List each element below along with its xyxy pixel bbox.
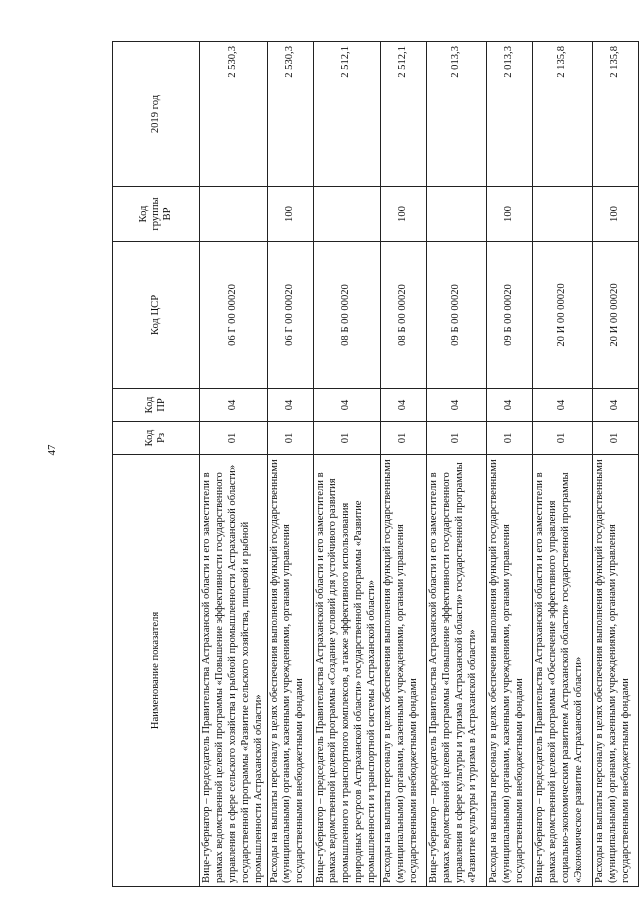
row-pr: 04 xyxy=(200,389,268,422)
row-vr xyxy=(427,187,487,242)
table-row xyxy=(200,42,268,887)
row-name: Вице-губернатор – председатель Правительства Астраханской области и его заместители в рамках ведомственной целевой программы «Повышение эффективности государственного управления в сфере сельского хозяйства и рыбной промышленности Астраханской области» государственной программы «Развитие сельского хозяйства, пищевой и рыбной промышленности Астраханской области» xyxy=(200,455,268,887)
row-value: 2 530,3 xyxy=(267,42,313,187)
row-pr: 04 xyxy=(267,389,313,422)
row-rz: 01 xyxy=(381,422,427,455)
table-row xyxy=(487,42,533,887)
row-name: Расходы на выплаты персоналу в целях обеспечения выполнения функций государственными (муниципальными) органами, казенными учреждениями, органами управления государственными внебюджетными фондами xyxy=(487,455,533,887)
table-row xyxy=(593,42,639,887)
row-rz: 01 xyxy=(487,422,533,455)
row-pr: 04 xyxy=(313,389,381,422)
table-row xyxy=(427,42,487,887)
header-vr: Код группы ВР xyxy=(113,187,200,242)
row-name: Расходы на выплаты персоналу в целях обеспечения выполнения функций государственными (муниципальными) органами, казенными учреждениями, органами управления государственными внебюджетными фондами xyxy=(593,455,639,887)
row-pr: 04 xyxy=(487,389,533,422)
row-vr: 100 xyxy=(381,187,427,242)
row-value: 2 512,1 xyxy=(313,42,381,187)
row-value: 2 530,3 xyxy=(200,42,268,187)
row-vr: 100 xyxy=(487,187,533,242)
table-row xyxy=(267,42,313,887)
row-csr: 06 Г 00 00020 xyxy=(267,242,313,389)
row-pr: 04 xyxy=(427,389,487,422)
row-csr: 20 И 00 00020 xyxy=(533,242,593,389)
page-number: 47 xyxy=(46,444,58,456)
row-value: 2 135,8 xyxy=(533,42,593,187)
row-value: 2 013,3 xyxy=(427,42,487,187)
row-rz: 01 xyxy=(533,422,593,455)
row-rz: 01 xyxy=(427,422,487,455)
row-csr: 08 Б 00 00020 xyxy=(313,242,381,389)
header-rz: Код Рз xyxy=(113,422,200,455)
row-rz: 01 xyxy=(593,422,639,455)
row-csr: 09 Б 00 00020 xyxy=(487,242,533,389)
row-vr xyxy=(313,187,381,242)
row-vr xyxy=(200,187,268,242)
row-csr: 08 Б 00 00020 xyxy=(381,242,427,389)
row-name: Вице-губернатор – председатель Правительства Астраханской области и его заместители в рамках ведомственной целевой программы «Создание условий для устойчивого развития промышленного и транспортного комплексов, а также эффективного использования природных ресурсов Астраханской области» государственной программы «Развитие промышленности и транспортной системы Астраханской области» xyxy=(313,455,381,887)
row-csr: 09 Б 00 00020 xyxy=(427,242,487,389)
budget-table xyxy=(112,41,639,887)
header-year: 2019 год xyxy=(113,42,200,187)
row-rz: 01 xyxy=(200,422,268,455)
row-rz: 01 xyxy=(267,422,313,455)
header-pr: Код ПР xyxy=(113,389,200,422)
row-vr: 100 xyxy=(593,187,639,242)
table-row xyxy=(381,42,427,887)
row-name: Вице-губернатор – председатель Правительства Астраханской области и его заместители в рамках ведомственной целевой программы «Обеспечение эффективного управления социально-экономическим развитием Астраханской области» государственной программы «Экономическое развитие Астраханской области» xyxy=(533,455,593,887)
row-name: Вице-губернатор – председатель Правительства Астраханской области и его заместители в рамках ведомственной целевой программы «Повышение эффективности государственного управления в сфере культуры и туризма Астраханской области» государственной программы «Развитие культуры и туризма в Астраханской области» xyxy=(427,455,487,887)
row-csr: 06 Г 00 00020 xyxy=(200,242,268,389)
row-name: Расходы на выплаты персоналу в целях обеспечения выполнения функций государственными (муниципальными) органами, казенными учреждениями, органами управления государственными внебюджетными фондами xyxy=(381,455,427,887)
header-csr: Код ЦСР xyxy=(113,242,200,389)
row-value: 2 512,1 xyxy=(381,42,427,187)
table-header-row xyxy=(113,42,200,887)
row-vr xyxy=(533,187,593,242)
table-row xyxy=(313,42,381,887)
row-csr: 20 И 00 00020 xyxy=(593,242,639,389)
row-name: Расходы на выплаты персоналу в целях обеспечения выполнения функций государственными (муниципальными) органами, казенными учреждениями, органами управления государственными внебюджетными фондами xyxy=(267,455,313,887)
table-row xyxy=(533,42,593,887)
row-pr: 04 xyxy=(381,389,427,422)
header-name: Наименование показателя xyxy=(113,455,200,887)
row-value: 2 135,8 xyxy=(593,42,639,187)
row-pr: 04 xyxy=(593,389,639,422)
row-pr: 04 xyxy=(533,389,593,422)
row-value: 2 013,3 xyxy=(487,42,533,187)
row-vr: 100 xyxy=(267,187,313,242)
row-rz: 01 xyxy=(313,422,381,455)
